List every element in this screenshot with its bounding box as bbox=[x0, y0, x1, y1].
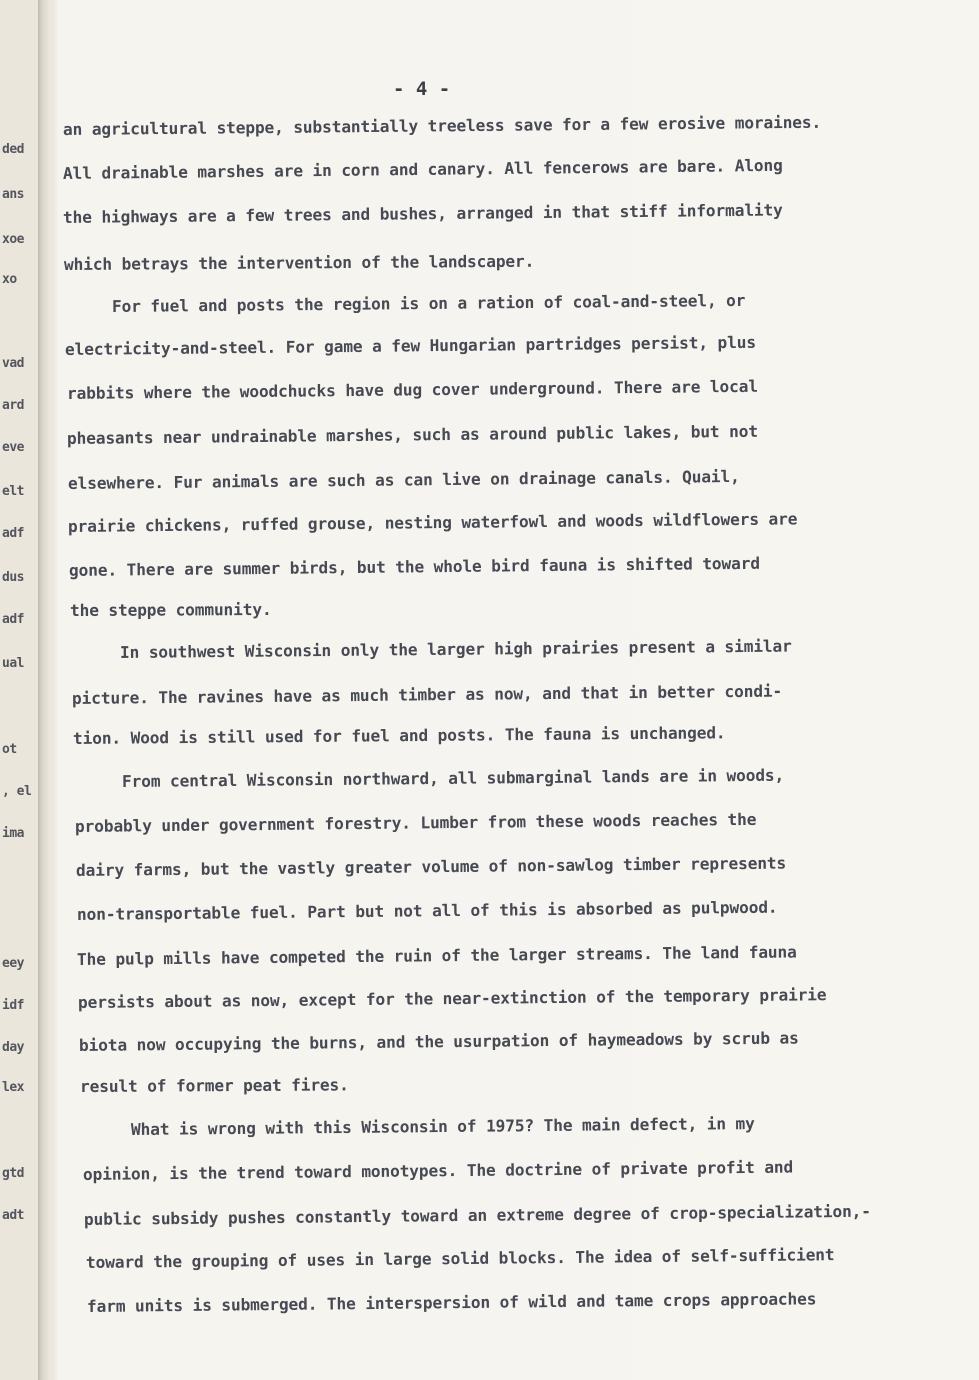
margin-fragment: ans bbox=[2, 187, 24, 202]
margin-fragment: ded bbox=[2, 142, 24, 157]
text-line: rabbits where the woodchucks have dug cover underground. There are local bbox=[66, 376, 758, 403]
text-line: the steppe community. bbox=[69, 599, 272, 620]
margin-fragment: dus bbox=[2, 570, 24, 585]
text-line: What is wrong with this Wisconsin of 1975? The main defect, in my bbox=[130, 1114, 755, 1139]
margin-fragment: ot bbox=[2, 742, 17, 757]
text-line: elsewhere. Fur animals are such as can live on drainage canals. Quail, bbox=[67, 466, 740, 493]
text-line: farm units is submerged. The interspersion of wild and tame crops approaches bbox=[86, 1289, 817, 1316]
margin-fragment: adt bbox=[2, 1208, 24, 1223]
margin-fragment: xo bbox=[2, 272, 17, 287]
margin-fragment: xoe bbox=[2, 232, 24, 247]
text-line: From central Wisconsin northward, all submarginal lands are in woods, bbox=[121, 765, 785, 791]
margin-fragment: adf bbox=[2, 526, 24, 541]
margin-fragment: ard bbox=[2, 398, 24, 413]
margin-fragment: adf bbox=[2, 612, 24, 627]
margin-fragment: vad bbox=[2, 356, 24, 371]
text-line: non-transportable fuel. Part but not all of this is absorbed as pulpwood. bbox=[76, 897, 778, 924]
text-line: biota now occupying the burns, and the usurpation of haymeadows by scrub as bbox=[78, 1028, 799, 1055]
text-line: All drainable marshes are in corn and canary. All fencerows are bare. Along bbox=[62, 155, 783, 183]
text-line: result of former peat fires. bbox=[79, 1075, 349, 1096]
text-line: The pulp mills have competed the ruin of the larger streams. The land fauna bbox=[76, 942, 797, 969]
text-line: public subsidy pushes constantly toward an extreme degree of crop-specialization,- bbox=[83, 1201, 871, 1229]
margin-fragment: day bbox=[2, 1040, 24, 1055]
margin-fragment: idf bbox=[2, 998, 24, 1013]
margin-fragment: , el bbox=[2, 784, 32, 799]
text-line: which betrays the intervention of the landscaper. bbox=[63, 251, 535, 274]
text-line: gone. There are summer birds, but the whole bird fauna is shifted toward bbox=[68, 553, 760, 580]
text-line: persists about as now, except for the near-extinction of the temporary prairie bbox=[77, 985, 827, 1012]
text-line: tion. Wood is still used for fuel and posts. The fauna is unchanged. bbox=[72, 723, 726, 748]
text-line: probably under government forestry. Lumber from these woods reaches the bbox=[74, 809, 757, 836]
margin-fragment: lex bbox=[2, 1080, 24, 1095]
typewritten-page bbox=[58, 0, 979, 1380]
text-line: pheasants near undrainable marshes, such as around public lakes, but not bbox=[66, 421, 758, 448]
margin-fragment: eve bbox=[2, 440, 24, 455]
text-line: toward the grouping of uses in large solid blocks. The idea of self-sufficient bbox=[85, 1245, 835, 1272]
previous-page-margin bbox=[0, 0, 40, 1380]
margin-fragment: elt bbox=[2, 484, 24, 499]
text-line: opinion, is the trend toward monotypes. The doctrine of private profit and bbox=[82, 1157, 794, 1184]
text-line: an agricultural steppe, substantially treeless save for a few erosive moraines. bbox=[62, 112, 822, 139]
margin-fragment: ima bbox=[2, 826, 24, 841]
page-number: - 4 - bbox=[393, 78, 451, 100]
margin-fragment: eey bbox=[2, 956, 24, 971]
text-line: the highways are a few trees and bushes, arranged in that stiff informality bbox=[62, 200, 783, 227]
binding-fold bbox=[38, 0, 58, 1380]
text-line: electricity-and-steel. For game a few Hungarian partridges persist, plus bbox=[64, 332, 756, 359]
text-line: dairy farms, but the vastly greater volume of non-sawlog timber represents bbox=[75, 853, 787, 880]
margin-fragment: ual bbox=[2, 656, 24, 671]
text-line: In southwest Wisconsin only the larger high prairies present a similar bbox=[119, 636, 792, 662]
text-line: prairie chickens, ruffed grouse, nesting waterfowl and woods wildflowers are bbox=[67, 509, 798, 536]
text-line: picture. The ravines have as much timber as now, and that in better condi- bbox=[71, 681, 783, 708]
text-line: For fuel and posts the region is on a ration of coal-and-steel, or bbox=[111, 290, 746, 316]
margin-fragment: gtd bbox=[2, 1166, 24, 1181]
